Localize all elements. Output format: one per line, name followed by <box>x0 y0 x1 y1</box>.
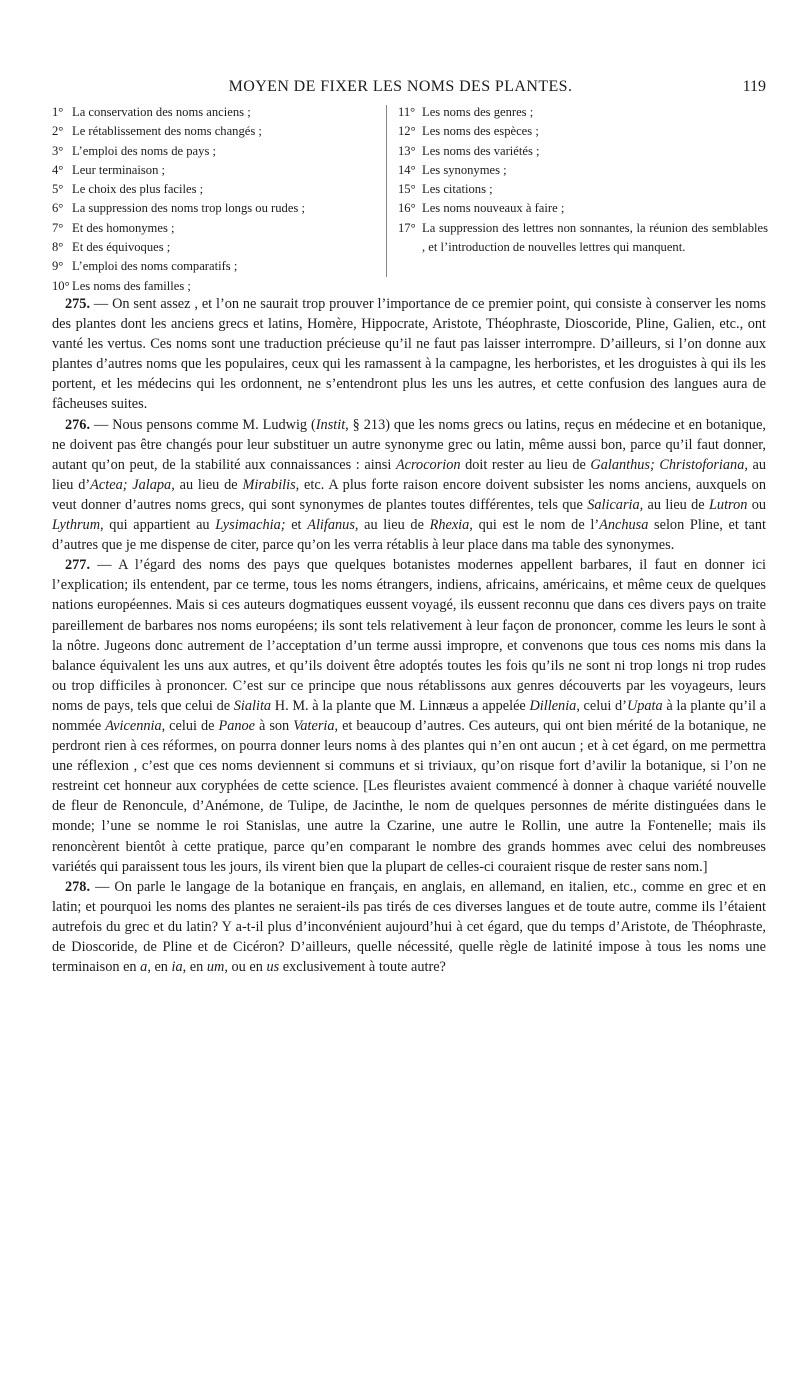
paragraph-text: , celui d’ <box>576 697 627 714</box>
summary-item <box>52 257 382 276</box>
summary-item-text: Et des équivoques ; <box>72 240 171 255</box>
summary-item-number: 17° <box>398 220 416 235</box>
summary-item-number: 7° <box>52 220 64 235</box>
summary-item-number: 2° <box>52 124 64 139</box>
summary-item <box>52 161 382 180</box>
summary-item-text: Et des homonymes ; <box>72 220 175 235</box>
summary-item-number: 9° <box>52 259 64 274</box>
paragraph-text: celui de <box>165 717 219 734</box>
summary-item-number: 15° <box>398 182 416 197</box>
italic-term: Alifanus, <box>307 517 359 534</box>
paragraph-277 <box>52 555 766 877</box>
italic-term: Lutron <box>708 496 748 513</box>
paragraph-text: au lieu de <box>174 476 243 493</box>
summary-item-text: Le rétablissement des noms changés ; <box>72 124 262 139</box>
summary-item-number: 16° <box>398 201 416 216</box>
summary-list <box>52 103 768 293</box>
summary-column-left <box>52 103 382 296</box>
summary-item-text: La suppression des lettres non sonnantes, la réunion des semblables , et l’introduction de nouvelles lettres qui manquent. <box>422 220 768 255</box>
paragraph-text: , ou en <box>224 959 267 976</box>
italic-term: Panoe <box>218 717 255 734</box>
summary-item-text: Les noms des familles ; <box>72 278 191 293</box>
column-divider <box>386 105 387 277</box>
paragraph-text: — On parle le langage de la botanique en français, en anglais, en allemand, en italien, etc., comme en grec et en latin; et pourquoi les noms des plantes ne seraient-ils pas tirés de ces diverses langues et de toute autre, comme ils l’étaient autrefois du grec et du latin? Y a-t-il plus d’inconvénient aujourd’hui à cet égard, que du temps d’Aristote, de Théophraste, de Dioscoride, de Pline et de Cicéron? D’ailleurs, quelle nécessité, quelle règle de latinité impose à tous les noms une terminaison en <box>52 878 766 976</box>
paragraph-text: à son <box>255 717 294 734</box>
paragraph-text: à la plante qu’il a nommée <box>52 697 766 734</box>
italic-term: us <box>266 959 280 976</box>
italic-term: Anchusa <box>599 517 649 534</box>
summary-item-text: Les noms des espèces ; <box>422 124 539 139</box>
summary-item-text: La conservation des noms anciens ; <box>72 105 251 119</box>
summary-item <box>398 122 768 141</box>
paragraph-text: qui appartient au <box>103 517 216 534</box>
summary-item-number: 12° <box>398 124 416 139</box>
italic-term: Vateria <box>293 717 335 734</box>
paragraph-276 <box>52 415 766 556</box>
summary-item-number: 6° <box>52 201 64 216</box>
summary-item-number: 8° <box>52 240 64 255</box>
summary-item <box>398 161 768 180</box>
paragraph-text: qui est le nom de l’ <box>472 517 600 534</box>
summary-item-text: Les synonymes ; <box>422 162 507 177</box>
italic-term: um <box>206 959 225 976</box>
summary-item-text: La suppression des noms trop longs ou rudes ; <box>72 201 305 216</box>
summary-item-number: 10° <box>52 278 70 293</box>
summary-item-text: L’emploi des noms de pays ; <box>72 143 216 158</box>
paragraph-text: — A l’égard des noms des pays que quelques botanistes modernes appellent barbares, il faut en donner ici l’explication; ils entendent, par ce terme, tous les noms étrangers, indiens, africains, américains, et même ceux de quelques nations européennes. Mais si ces auteurs dogmatiques eussent voyagé, ils eussent reconnu que dans ces divers pays on traite pareillement de barbares nos noms européens; ils sont tels relativement à leur façon de prononcer, comme les leurs le sont à la nôtre. Jugeons donc autrement de l’acceptation d’un terme aussi impropre, et convenons que tous ces noms mis dans la balance équivalent les uns aux autres, et qu’ils doivent être adoptés toutes les fois qu’ils ne sont ni trop longs ni trop rudes ou trop difficiles à prononcer. C’est sur ce principe que nous rétablissons aux genres découverts par les voyageurs, leurs noms de pays, tels que celui de <box>52 557 766 714</box>
italic-term: a <box>140 959 148 976</box>
paragraph-text: exclusivement à toute autre? <box>279 959 446 976</box>
summary-item <box>398 142 768 161</box>
paragraph-text: au lieu de <box>643 496 709 513</box>
paragraph-text: au lieu d’ <box>52 456 766 493</box>
summary-item-number: 11° <box>398 105 416 119</box>
paragraph-number: 278. <box>65 878 91 895</box>
paragraph-number: 275. <box>65 296 91 312</box>
paragraph-text: au lieu de <box>358 517 430 534</box>
summary-item-text: L’emploi des noms comparatifs ; <box>72 259 238 274</box>
paragraph-text: , en <box>182 959 207 976</box>
italic-term: Avicennia, <box>105 717 166 734</box>
body-text <box>52 294 766 977</box>
summary-item <box>52 180 382 199</box>
summary-item-text: Leur terminaison ; <box>72 162 166 177</box>
italic-term: Instit <box>315 416 346 433</box>
summary-item-number: 1° <box>52 105 64 119</box>
italic-term: Rhexia, <box>429 517 473 534</box>
paragraph-275 <box>52 294 766 415</box>
paragraph-text: et <box>285 517 308 534</box>
paragraph-text: ou <box>747 496 767 513</box>
summary-item <box>52 103 382 122</box>
italic-term: Lysimachia; <box>215 517 286 534</box>
italic-term: Mirabilis, <box>242 476 300 493</box>
italic-term: Galanthus; Christoforiana, <box>590 456 748 473</box>
summary-item-text: Les noms des variétés ; <box>422 143 540 158</box>
paragraph-text: — Nous pensons comme M. Ludwig ( <box>90 416 316 433</box>
italic-term: ia <box>171 959 183 976</box>
paragraph-text: doit rester au lieu de <box>460 456 591 473</box>
summary-item-number: 3° <box>52 143 64 158</box>
summary-item-text: Les noms nouveaux à faire ; <box>422 201 565 216</box>
summary-item-text: Les noms des genres ; <box>422 105 534 119</box>
page-header <box>0 78 801 100</box>
summary-item <box>398 219 768 258</box>
italic-term: Lythrum, <box>52 517 104 534</box>
summary-item <box>52 122 382 141</box>
summary-item-text: Le choix des plus faciles ; <box>72 182 204 197</box>
summary-item <box>398 103 768 122</box>
running-title: MOYEN DE FIXER LES NOMS DES PLANTES. <box>228 78 573 95</box>
italic-term: Sialita <box>233 697 272 714</box>
italic-term: Salicaria, <box>587 496 644 513</box>
page-number: 119 <box>742 78 766 95</box>
paragraph-text: selon Pline, et tant d’autres que je me dispense de citer, parce qu’on les verra rétablis à leur place dans ma table des synonymes. <box>52 517 766 554</box>
italic-term: Acrocorion <box>395 456 461 473</box>
summary-item <box>398 180 768 199</box>
summary-item-text: Les citations ; <box>422 182 493 197</box>
summary-item-number: 14° <box>398 162 416 177</box>
summary-item <box>52 199 382 218</box>
summary-item <box>52 142 382 161</box>
paragraph-278 <box>52 877 766 977</box>
summary-item-number: 5° <box>52 182 64 197</box>
italic-term: Actea; Jalapa, <box>90 476 175 493</box>
summary-item <box>52 238 382 257</box>
summary-item <box>398 199 768 218</box>
paragraph-number: 276. <box>65 416 91 433</box>
summary-item <box>52 219 382 238</box>
paragraph-text: H. M. à la plante que M. Linnæus a appelée <box>271 697 530 714</box>
paragraph-text: — On sent assez , et l’on ne saurait trop prouver l’importance de ce premier point, qui consiste à conserver les noms des plantes dont les anciens grecs et latins, Homère, Hippocrate, Aristote, Théophraste, Dioscoride, Pline, Galien, etc., ont vanté les vertus. Ces noms sont une traduction précieuse qu’il ne faut pas laisser interrompre. D’ailleurs, si l’on donne aux plantes d’autres noms que les populaires, ceux qui les ramassent à la campagne, les herboristes, et les droguistes à qui ils les portent, et les médecins qui les ordonnent, ne s’entendront plus les uns les autres, et cette confusion des langues aura de fâcheuses suites. <box>52 296 766 413</box>
italic-term: Upata <box>626 697 663 714</box>
paragraph-number: 277. <box>65 557 91 574</box>
summary-column-right <box>398 103 768 257</box>
paragraph-text: , en <box>147 959 172 976</box>
italic-term: Dillenia <box>529 697 577 714</box>
summary-item-number: 4° <box>52 162 64 177</box>
summary-item-number: 13° <box>398 143 416 158</box>
paragraph-text: , § 213) que les noms grecs ou latins, reçus en médecine et en botanique, ne doivent pas être changés pour leur substituer un autre synonyme grec ou latin, même aussi bon, parce qu’il faut donner, autant qu’on peut, de la stabilité aux connaissances : ainsi <box>52 416 766 473</box>
paragraph-text: etc. A plus forte raison encore doivent subsister les noms anciens, auxquels on veut donner d’autres noms grecs, qui sont synonymes de plantes toutes différentes, tels que <box>52 476 766 513</box>
paragraph-text: , et beaucoup d’autres. Ces auteurs, qui ont bien mérité de la botanique, ne perdront rien à ces réformes, on pourra donner leurs noms à des plantes qui n’en ont aucun ; et à cet égard, on me permettra une réflexion , c’est que ces noms deviennent si communs et si triviaux, qu’on risque fort d’avilir la botanique, si l’on ne restreint cet honneur aux coryphées de cette science. [Les fleuristes avaient commencé à donner à chaque variété nouvelle de fleur de Renoncule, d’Anémone, de Tulipe, de Jacinthe, le nom de quelques personnes de mérite distinguées dans le monde; l’une se nomme le roi Stanislas, une autre la Czarine, une autre le Rollin, une autre la Fontenelle; mais ils renoncèrent bientôt à cette pratique, parce qu’en comparant le nombre des grands hommes avec celui des nombreuses variétés qui paraissent tous les jours, ils virent bien que la plupart de celles-ci couraient risque de rester sans nom.] <box>52 717 766 875</box>
